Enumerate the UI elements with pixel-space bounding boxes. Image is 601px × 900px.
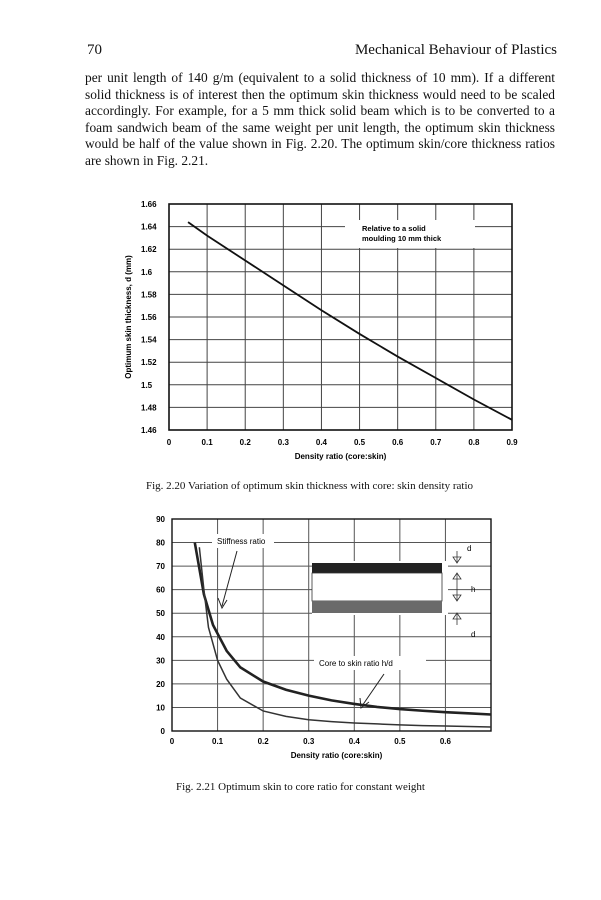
y-tick-label: 40	[156, 632, 165, 642]
leader-line-core-skin	[362, 674, 384, 706]
x-tick-label: 0.2	[257, 737, 269, 746]
x-tick-label: 0.9	[506, 438, 518, 447]
y-tick-label: 60	[156, 585, 165, 595]
figure-caption-2-20: Fig. 2.20 Variation of optimum skin thickness with core: skin density ratio	[146, 480, 474, 492]
y-tick-label: 0	[160, 727, 165, 736]
y-tick-label: 1.54	[141, 335, 157, 345]
y-tick-label: 10	[156, 703, 165, 713]
y-tick-label: 20	[156, 679, 165, 689]
x-tick-label: 0.2	[239, 438, 251, 447]
running-title: Mechanical Behaviour of Plastics	[354, 42, 557, 58]
x-tick-label: 0.1	[212, 737, 224, 746]
y-tick-label: 1.62	[141, 245, 157, 255]
x-tick-label: 0.4	[315, 438, 328, 447]
inset-skin-top	[312, 563, 442, 573]
x-tick-label: 0.6	[392, 438, 404, 447]
annotation-text: moulding 10 mm thick	[362, 234, 442, 243]
body-paragraph: per unit length of 140 g/m (equivalent to a solid thickness of 10 mm). If a different solid thickness is of interest then the optimum skin thickness would need to be scaled accordingly. For example, for a 5 mm thick solid beam which is to be converted to a foam sandwich beam of the same weight per unit length, the optimum skin thickness would be half of the value shown in Fig. 2.20. The optimum skin/core thickness ratios are shown in Fig. 2.21.	[85, 70, 555, 168]
y-tick-label: 1.46	[141, 426, 157, 435]
x-tick-label: 0	[166, 438, 172, 447]
y-tick-label: 1.6	[141, 267, 153, 277]
x-tick-label: 0.3	[303, 737, 315, 746]
page-number: 70	[87, 42, 102, 58]
y-tick-label: 1.52	[141, 358, 157, 368]
y-tick-label: 1.5	[141, 380, 153, 390]
x-tick-label: 0.4	[348, 737, 360, 746]
y-tick-label: 50	[156, 609, 165, 619]
figure-caption-2-21: Fig. 2.21 Optimum skin to core ratio for constant weight	[176, 781, 425, 793]
annotation-core-skin-ratio: Core to skin ratio h/d	[319, 659, 393, 668]
y-tick-label: 1.48	[141, 403, 157, 413]
y-tick-label: 1.66	[141, 200, 157, 209]
x-tick-label: 0.1	[201, 438, 213, 447]
annotation-text: Relative to a solid	[362, 224, 426, 233]
leader-line-stiffness	[222, 551, 237, 606]
annotation-stiffness-ratio: Stiffness ratio	[217, 537, 266, 546]
y-tick-label: 30	[156, 656, 165, 666]
inset-label-d-bottom: d	[471, 630, 476, 639]
y-tick-label: 1.56	[141, 313, 157, 322]
x-tick-label: 0.5	[394, 737, 406, 746]
y-tick-label: 80	[156, 538, 165, 548]
x-tick-label: 0.5	[353, 438, 366, 447]
x-tick-label: 0.3	[277, 438, 289, 447]
y-tick-label: 70	[156, 562, 165, 572]
y-axis-label: Optimum skin thickness, d (mm)	[124, 255, 133, 379]
inset-core	[312, 573, 442, 601]
x-tick-label: 0.8	[468, 438, 480, 447]
y-tick-label: 1.64	[141, 222, 157, 232]
y-tick-label: 90	[156, 515, 165, 524]
inset-label-h: h	[471, 585, 476, 594]
x-tick-label: 0.6	[439, 737, 451, 746]
inset-skin-bottom	[312, 601, 442, 613]
x-axis-label: Density ratio (core:skin)	[290, 751, 383, 760]
x-tick-label: 0	[169, 737, 175, 746]
x-tick-label: 0.7	[430, 438, 442, 447]
x-axis-label: Density ratio (core:skin)	[294, 452, 387, 461]
inset-label-d-top: d	[467, 544, 472, 553]
y-tick-label: 1.58	[141, 290, 157, 300]
